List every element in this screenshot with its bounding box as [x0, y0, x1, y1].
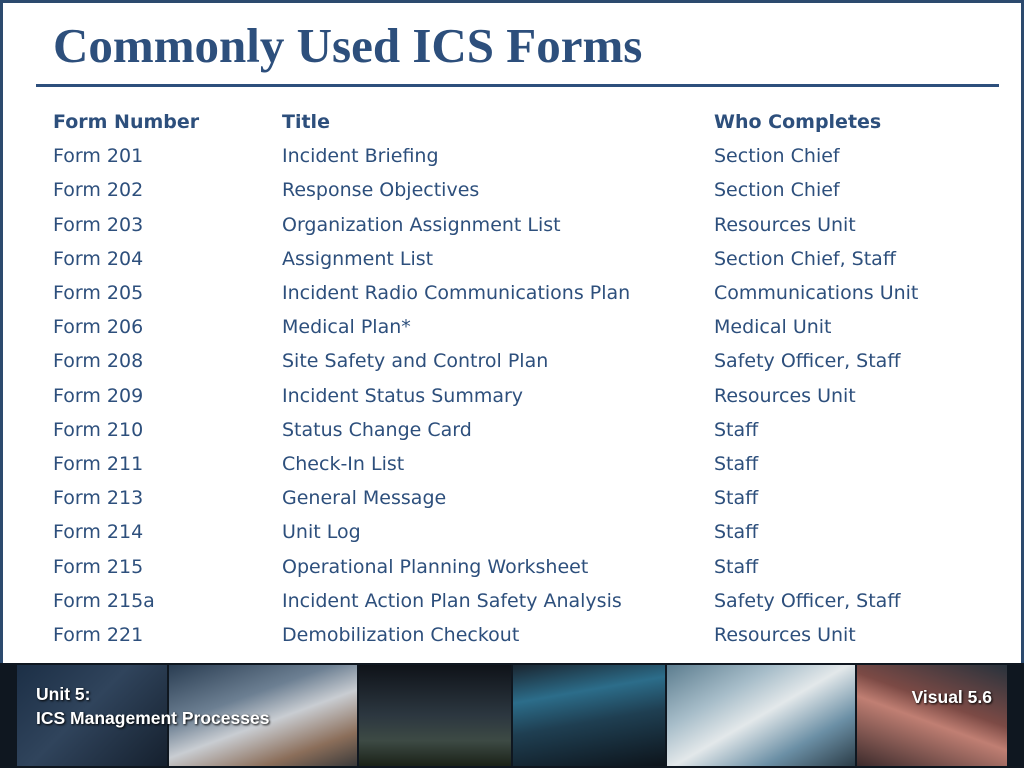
form-title-cell: Response Objectives — [282, 179, 480, 202]
form-title-cell: Organization Assignment List — [282, 213, 561, 236]
form-title-cell: Operational Planning Worksheet — [282, 555, 589, 578]
footer-photo-control-room — [513, 665, 665, 766]
footer-photo-emergency-room — [857, 665, 1007, 766]
table-row — [46, 618, 1004, 652]
unit-title: ICS Management Processes — [36, 708, 270, 728]
form-number-cell: Form 215 — [53, 555, 144, 578]
who-completes-cell: Staff — [714, 487, 759, 510]
table-row — [46, 379, 1004, 413]
who-completes-cell: Section Chief, Staff — [714, 247, 896, 270]
who-completes-cell: Staff — [714, 452, 759, 475]
form-number-cell: Form 201 — [53, 145, 144, 168]
unit-number: Unit 5: — [36, 684, 91, 704]
table-row — [46, 447, 1004, 481]
form-number-cell: Form 209 — [53, 384, 144, 407]
forms-table — [46, 105, 1004, 652]
form-number-cell: Form 208 — [53, 350, 144, 373]
form-title-cell: Incident Status Summary — [282, 384, 524, 407]
table-row — [46, 515, 1004, 549]
table-row — [46, 310, 1004, 344]
form-number-cell: Form 210 — [53, 418, 144, 441]
table-row — [46, 549, 1004, 583]
form-title-cell: Demobilization Checkout — [282, 623, 520, 646]
form-number-cell: Form 205 — [53, 282, 144, 305]
who-completes-cell: Resources Unit — [714, 623, 856, 646]
footer-photo-hangar — [359, 665, 511, 766]
form-number-cell: Form 204 — [53, 247, 144, 270]
who-completes-cell: Staff — [714, 555, 759, 578]
form-number-cell: Form 211 — [53, 452, 144, 475]
table-row — [46, 481, 1004, 515]
form-number-cell: Form 214 — [53, 521, 144, 544]
form-title-cell: Medical Plan* — [282, 316, 411, 339]
who-completes-cell: Staff — [714, 521, 759, 544]
who-completes-cell: Safety Officer, Staff — [714, 589, 901, 612]
table-row — [46, 584, 1004, 618]
form-number-cell: Form 221 — [53, 623, 144, 646]
form-title-cell: Status Change Card — [282, 418, 472, 441]
who-completes-cell: Safety Officer, Staff — [714, 350, 901, 373]
table-row — [46, 208, 1004, 242]
table-row — [46, 242, 1004, 276]
form-title-cell: Incident Radio Communications Plan — [282, 282, 631, 305]
table-row — [46, 276, 1004, 310]
slide-title: Commonly Used ICS Forms — [53, 18, 643, 73]
form-title-cell: Check-In List — [282, 452, 405, 475]
who-completes-cell: Staff — [714, 418, 759, 441]
form-number-cell: Form 215a — [53, 589, 155, 612]
title-divider — [36, 84, 999, 87]
form-title-cell: General Message — [282, 487, 447, 510]
who-completes-cell: Resources Unit — [714, 384, 856, 407]
form-title-cell: Assignment List — [282, 247, 434, 270]
form-number-cell: Form 213 — [53, 487, 144, 510]
table-header-row — [46, 105, 1004, 139]
column-header-title: Title — [282, 111, 330, 134]
unit-label — [36, 682, 269, 730]
footer-photo-medical-staff — [667, 665, 855, 766]
table-row — [46, 173, 1004, 207]
who-completes-cell: Section Chief — [714, 179, 840, 202]
column-header-who-completes: Who Completes — [714, 111, 882, 134]
who-completes-cell: Medical Unit — [714, 316, 832, 339]
who-completes-cell: Section Chief — [714, 145, 840, 168]
who-completes-cell: Communications Unit — [714, 282, 919, 305]
table-row — [46, 139, 1004, 173]
who-completes-cell: Resources Unit — [714, 213, 856, 236]
table-row — [46, 344, 1004, 378]
table-body — [46, 139, 1004, 652]
form-title-cell: Unit Log — [282, 521, 361, 544]
form-title-cell: Site Safety and Control Plan — [282, 350, 549, 373]
form-number-cell: Form 202 — [53, 179, 144, 202]
column-header-form-number: Form Number — [53, 111, 200, 134]
form-title-cell: Incident Action Plan Safety Analysis — [282, 589, 622, 612]
form-number-cell: Form 203 — [53, 213, 144, 236]
visual-number: Visual 5.6 — [911, 687, 992, 707]
form-number-cell: Form 206 — [53, 316, 144, 339]
table-row — [46, 413, 1004, 447]
slide-content — [3, 3, 1021, 663]
form-title-cell: Incident Briefing — [282, 145, 439, 168]
footer-banner — [0, 663, 1024, 768]
